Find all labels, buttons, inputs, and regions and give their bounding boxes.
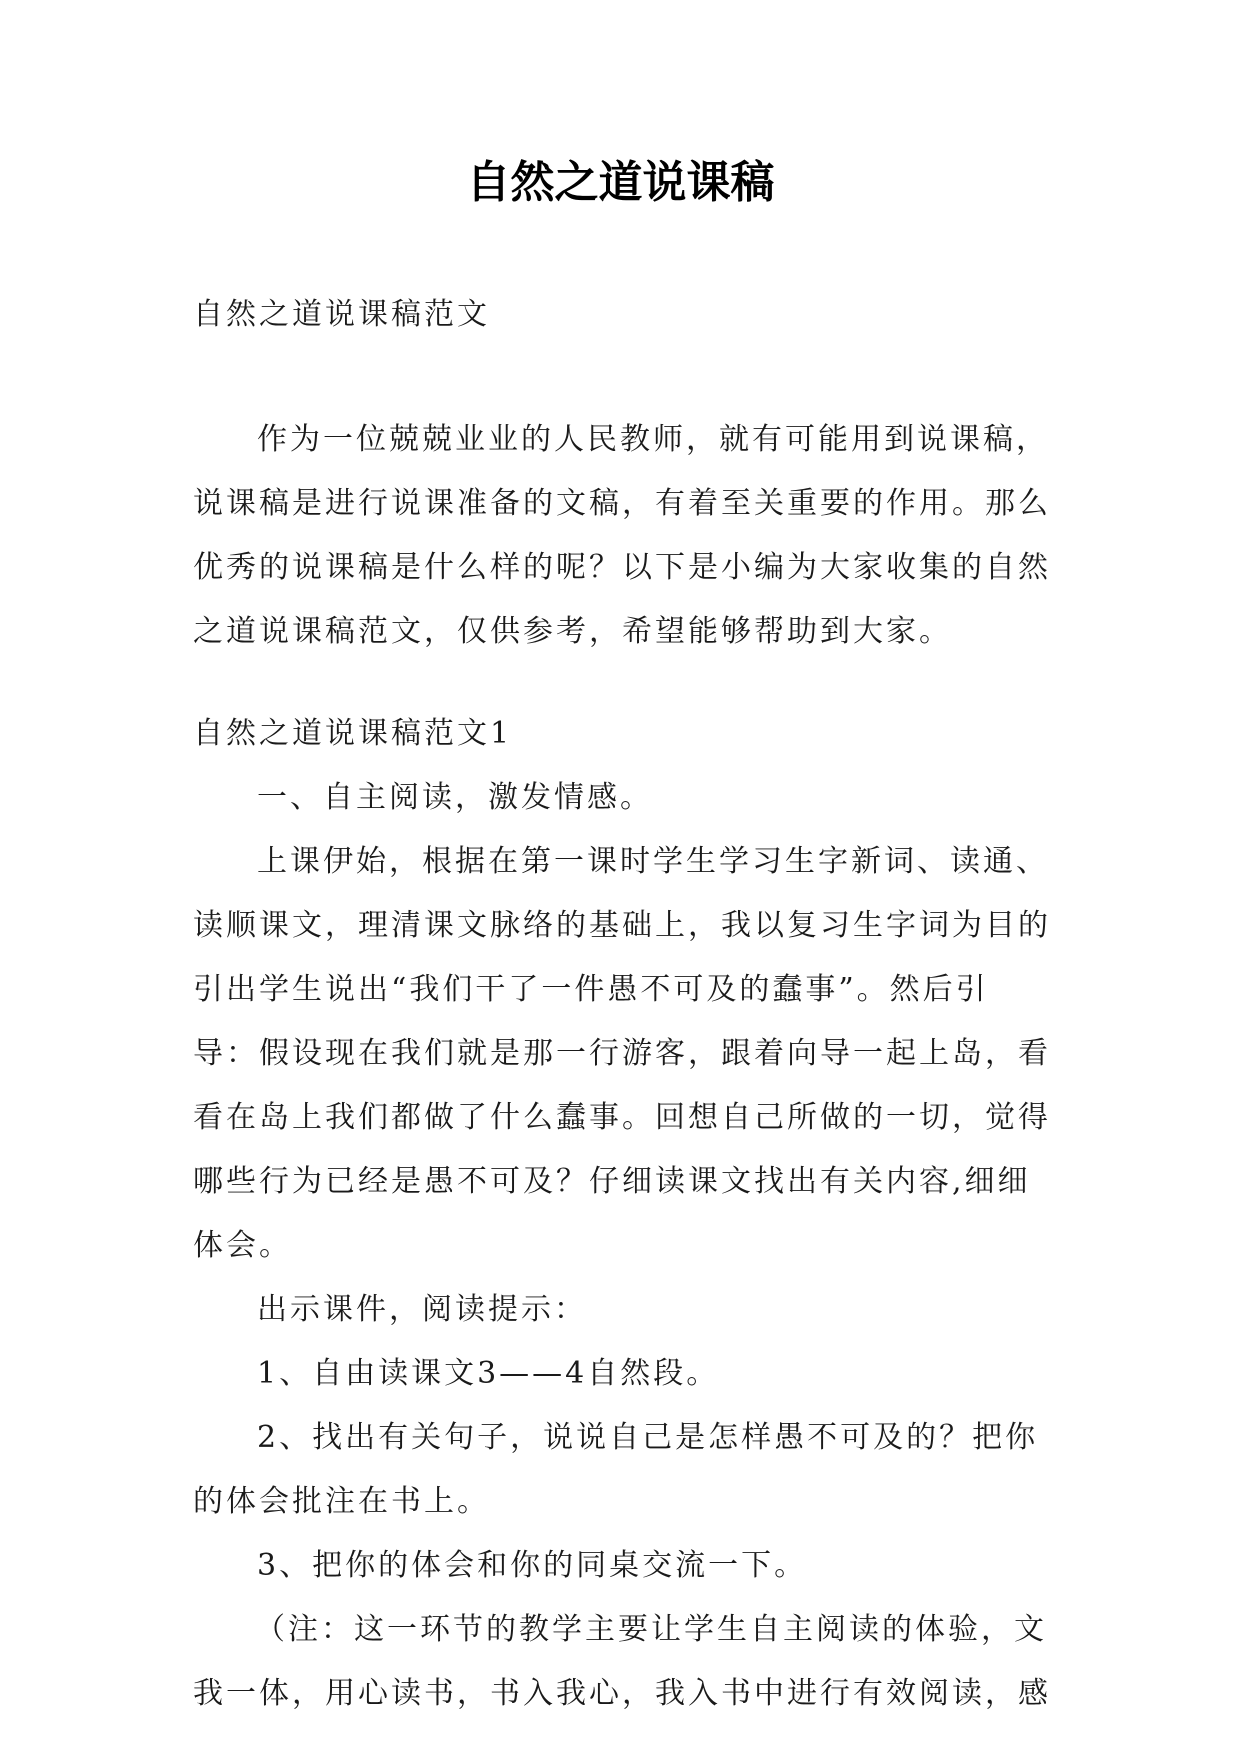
document-subtitle: 自然之道说课稿范文 <box>193 297 490 332</box>
section-heading: 自然之道说课稿范文1 <box>193 716 513 751</box>
document-title: 自然之道说课稿 <box>466 157 775 208</box>
section-paragraph: 3、把你的体会和你的同桌交流一下。 <box>257 1548 808 1583</box>
section-paragraph: 出示课件，阅读提示： <box>257 1292 587 1327</box>
section-paragraph: 一、自主阅读，激发情感。 <box>257 780 653 815</box>
section-paragraph: （注：这一环节的教学主要让学生自主阅读的体验，文我一体，用心读书，书入我心，我入书中进行有效阅读，感 <box>193 1612 1051 1711</box>
section-paragraph: 1、自由读课文3——4自然段。 <box>257 1356 720 1391</box>
section-paragraph: 2、找出有关句子，说说自己是怎样愚不可及的？把你的体会批注在书上。 <box>193 1420 1039 1519</box>
intro-paragraph: 作为一位兢兢业业的人民教师，就有可能用到说课稿，说课稿是进行说课准备的文稿，有着至关重要的作用。那么优秀的说课稿是什么样的呢？以下是小编为大家收集的自然之道说课稿范文，仅供参考，希望能够帮助到大家。 <box>193 422 1051 649</box>
section-paragraph: 上课伊始，根据在第一课时学生学习生字新词、读通、读顺课文，理清课文脉络的基础上，我以复习生字词为目的引出学生说出“我们干了一件愚不可及的蠢事”。然后引导：假设现在我们就是那一行游客，跟着向导一起上岛，看看在岛上我们都做了什么蠢事。回想自己所做的一切，觉得哪些行为已经是愚不可及？仔细读课文找出有关内容,细细体会。 <box>193 844 1051 1263</box>
section-1 <box>193 702 1053 1726</box>
